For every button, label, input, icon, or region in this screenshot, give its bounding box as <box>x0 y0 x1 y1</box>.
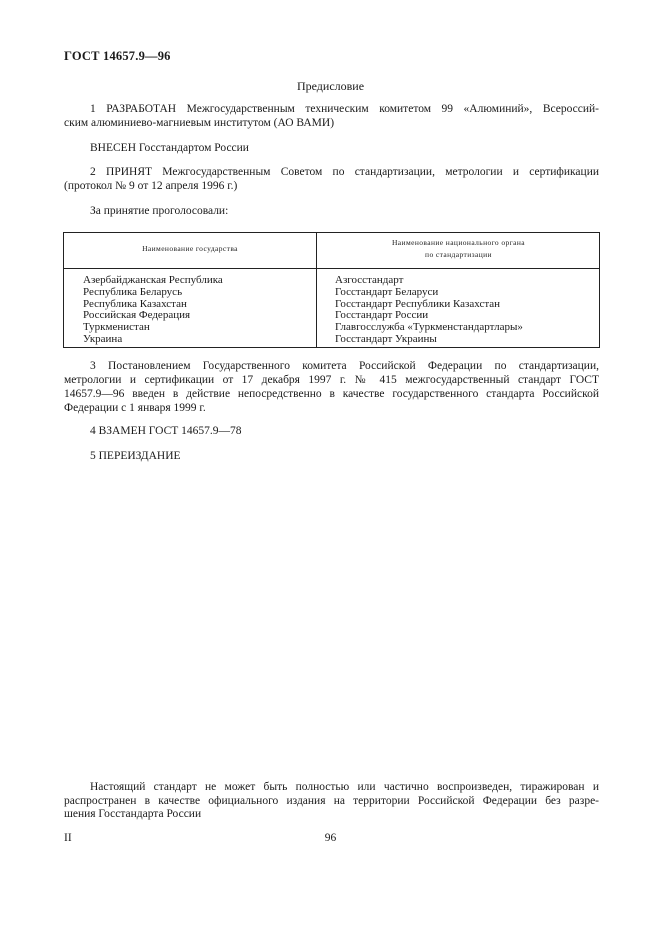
paragraph-reissue <box>64 450 599 464</box>
table-cell: Российская Федерация <box>83 309 191 322</box>
page-title: Предисловие <box>296 79 365 93</box>
paragraph-developed-line2: ским алюминиево-магниевым институтом (АО ВАМИ) <box>64 117 335 129</box>
paragraph-developed-line1 <box>64 103 599 117</box>
table-cell: Госстандарт России <box>335 309 429 322</box>
table-column-states <box>83 275 223 346</box>
paragraph-decree-line4: Федерации с 1 января 1999 г. <box>64 402 206 414</box>
voting-table <box>63 232 600 348</box>
table-cell: Украина <box>83 332 123 345</box>
paragraph-adopted-line2: (протокол № 9 от 12 апреля 1996 г.) <box>64 180 238 192</box>
paragraph-text: За принятие проголосовали: <box>90 205 229 217</box>
table-cell: Азербайджанская Республика <box>83 274 223 286</box>
table-header-divider <box>64 268 599 269</box>
paragraph-introduced <box>64 142 599 156</box>
paragraph-voted <box>64 205 599 219</box>
page-number: 96 <box>324 832 337 844</box>
paragraph-text: 4 ВЗАМЕН ГОСТ 14657.9—78 <box>90 425 242 437</box>
table-header-body <box>316 237 601 261</box>
table-header-body-line1: Наименование национального органа <box>391 238 526 247</box>
copyright-note-line1: Настоящий стандарт не может быть полностью или частично воспроизведен, тиражирован и <box>90 781 599 793</box>
paragraph-text: 5 ПЕРЕИЗДАНИЕ <box>90 450 181 462</box>
table-cell: Республика Беларусь <box>83 285 183 298</box>
paragraph-decree-line2: метрологии и сертификации от 17 декабря 1997 г. № 415 межгосударственный стандарт ГОСТ <box>64 374 599 386</box>
table-column-bodies <box>335 275 523 346</box>
table-cell: Главгосслужба «Туркменстандартлары» <box>335 321 523 334</box>
paragraph-decree-line3: 14657.9—96 введен в действие непосредственно в качестве государственного стандарта Российской <box>64 388 599 400</box>
paragraph-text: ВНЕСЕН Госстандартом России <box>90 142 249 154</box>
copyright-note <box>64 781 599 822</box>
paragraph-replaces <box>64 425 599 439</box>
paragraph-decree-line1 <box>64 360 599 374</box>
standard-code-header: ГОСТ 14657.9—96 <box>64 49 171 63</box>
table-header-state: Наименование государства <box>142 244 238 253</box>
roman-page-marker: II <box>64 832 72 844</box>
table-cell: Госстандарт Республики Казахстан <box>335 297 501 310</box>
paragraph-text: 1 РАЗРАБОТАН Межгосударственным техническим комитетом 99 «Алюминий», Всероссий- <box>90 103 599 115</box>
table-cell: Госстандарт Украины <box>335 332 437 345</box>
paragraph-text: 3 Постановлением Государственного комитета Российской Федерации по стандартизации, <box>90 360 599 372</box>
table-cell: Азгосстандарт <box>335 274 404 286</box>
copyright-note-line2: распространен в качестве официального издания на территории Российской Федерации без разре- <box>64 794 599 807</box>
paragraph-adopted-line1 <box>64 166 599 180</box>
table-cell: Республика Казахстан <box>83 297 187 310</box>
copyright-note-line3: шения Госстандарта России <box>64 808 202 821</box>
table-cell: Туркменистан <box>83 321 150 334</box>
paragraph-text: 2 ПРИНЯТ Межгосударственным Советом по стандартизации, метрологии и сертификации <box>90 166 599 178</box>
table-cell: Госстандарт Беларуси <box>335 285 439 298</box>
table-header-body-line2: по стандартизации <box>425 250 492 259</box>
